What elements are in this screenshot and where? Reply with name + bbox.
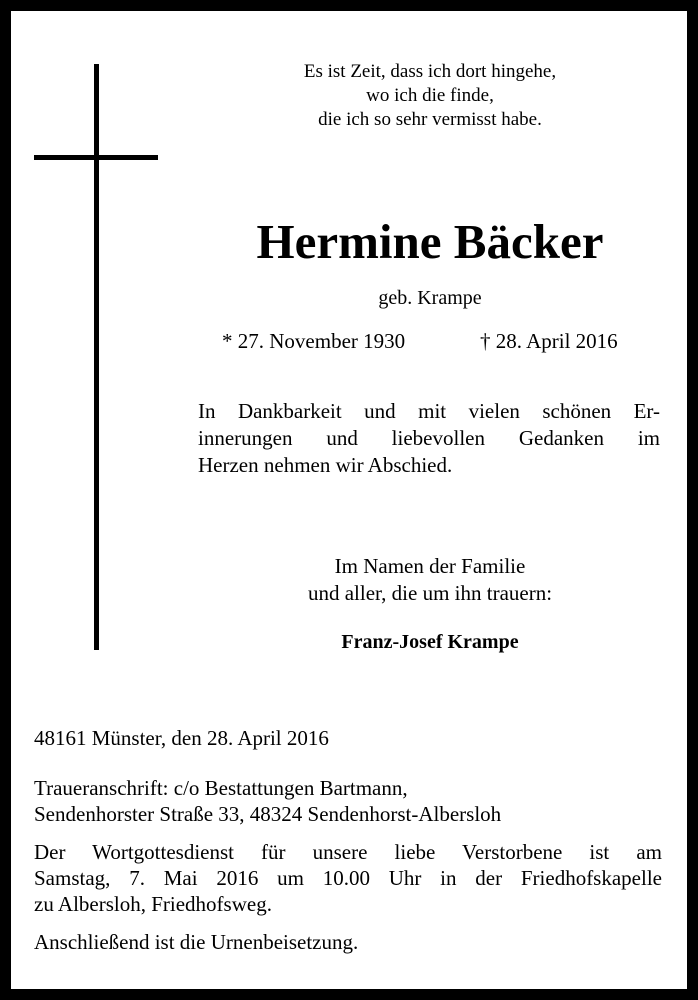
service-info [34, 839, 662, 917]
service-line: Samstag, 7. Mai 2016 um 10.00 Uhr in der Friedhofskapelle [34, 866, 662, 890]
family-line: Im Namen der Familie [334, 554, 526, 578]
address-line: Traueranschrift: c/o Bestattungen Bartmann, [34, 776, 408, 800]
place-date-text: 48161 Münster, den 28. April 2016 [34, 726, 329, 750]
farewell-line: In Dankbarkeit und mit vielen schönen Er- [198, 399, 660, 423]
service-line: zu Albersloh, Friedhofsweg. [34, 892, 272, 916]
family-line: und aller, die um ihn trauern: [307, 581, 553, 605]
signer-name: Franz-Josef Krampe [341, 631, 519, 653]
death-date: † 28. April 2016 [480, 329, 618, 353]
quote-line: die ich so sehr vermisst habe. [318, 109, 542, 130]
family-mention [200, 553, 660, 607]
memorial-quote [200, 60, 660, 132]
urn-burial-text: Anschließend ist die Urnenbeisetzung. [34, 930, 359, 954]
farewell-text [198, 398, 660, 479]
cross-icon-vertical-bar [94, 64, 99, 650]
farewell-line: Herzen nehmen wir Abschied. [198, 453, 453, 477]
urn-burial-info [34, 929, 662, 955]
birth-date: * 27. November 1930 [222, 329, 406, 353]
place-date [34, 725, 662, 751]
address-line: Sendenhorster Straße 33, 48324 Sendenhorst-Albersloh [34, 802, 502, 826]
quote-line: Es ist Zeit, dass ich dort hingehe, [303, 61, 557, 82]
cross-icon-horizontal-bar [34, 155, 158, 160]
service-line: Der Wortgottesdienst für unsere liebe Verstorbene ist am [34, 840, 662, 864]
mourning-address [34, 775, 662, 827]
maiden-name: geb. Krampe [378, 287, 482, 309]
quote-line: wo ich die finde, [366, 85, 494, 106]
farewell-line: innerungen und liebevollen Gedanken im [198, 426, 660, 450]
deceased-name: Hermine Bäcker [256, 214, 604, 269]
